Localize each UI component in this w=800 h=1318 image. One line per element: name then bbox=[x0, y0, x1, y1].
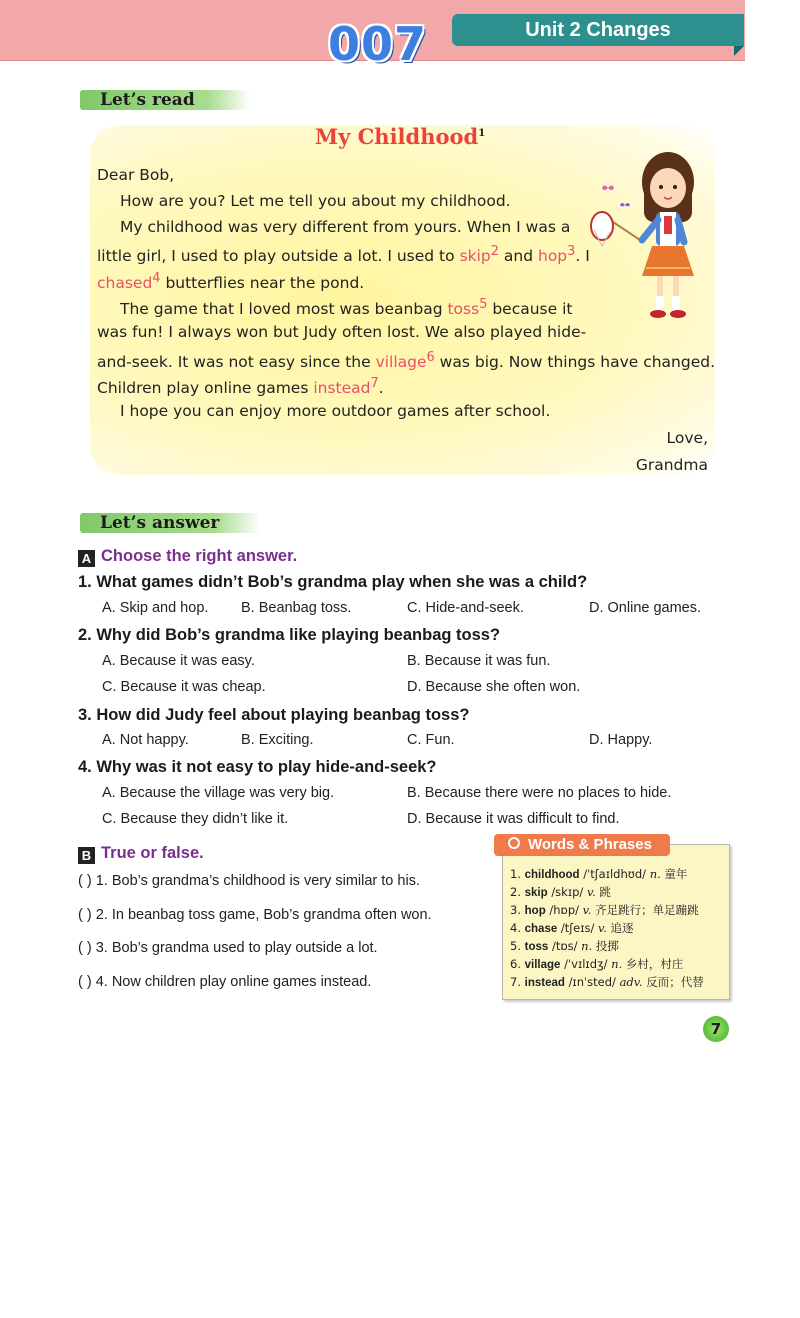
word-ipa: /hɒp/ bbox=[549, 903, 580, 917]
part-b-instruction bbox=[78, 844, 204, 864]
word-meaning: 反而；代替 bbox=[646, 975, 704, 989]
letter-line-6: was fun! I always won but Judy often lost. We also played hide- bbox=[97, 323, 587, 341]
keyword-instead: instead bbox=[313, 379, 371, 398]
letter-line-5 bbox=[120, 297, 572, 318]
question-1: 1. What games didn’t Bob’s grandma play when she was a child? bbox=[78, 573, 588, 591]
part-b-text: True or false. bbox=[101, 844, 204, 862]
word-num: 3. bbox=[510, 903, 521, 917]
letter-line-3 bbox=[97, 244, 590, 265]
girl-with-butterfly-net-illustration bbox=[580, 150, 710, 340]
letter-line-4 bbox=[97, 271, 364, 292]
true-false-item-2[interactable]: ( ) 2. In beanbag toss game, Bob’s grandma often won. bbox=[78, 907, 432, 923]
lesson-number: 007 bbox=[328, 17, 428, 71]
word-term: chase bbox=[524, 923, 558, 935]
keyword-hop: hop bbox=[538, 247, 568, 266]
q4-option-b[interactable]: B. Because there were no places to hide. bbox=[407, 785, 672, 801]
q3-option-d[interactable]: D. Happy. bbox=[589, 732, 653, 748]
word-ipa: /ˈvɪlɪdʒ/ bbox=[564, 957, 608, 971]
text-segment: . bbox=[378, 379, 384, 398]
q1-option-c[interactable]: C. Hide-and-seek. bbox=[407, 600, 524, 616]
word-term: childhood bbox=[524, 869, 580, 881]
word-term: hop bbox=[524, 905, 546, 917]
letter-line-7 bbox=[97, 350, 715, 371]
footnote-6: 6 bbox=[426, 350, 435, 365]
footnote-7: 7 bbox=[370, 376, 379, 391]
lets-answer-heading: Let’s answer bbox=[80, 513, 260, 533]
true-false-item-4[interactable]: ( ) 4. Now children play online games instead. bbox=[78, 974, 372, 990]
word-pos: v. bbox=[582, 903, 592, 917]
word-item-1 bbox=[510, 866, 687, 882]
word-pos: n. bbox=[611, 957, 623, 971]
q3-option-b[interactable]: B. Exciting. bbox=[241, 732, 314, 748]
word-item-2 bbox=[510, 884, 611, 900]
lets-read-heading: Let’s read bbox=[80, 90, 250, 110]
q3-option-c[interactable]: C. Fun. bbox=[407, 732, 455, 748]
q2-option-d[interactable]: D. Because she often won. bbox=[407, 679, 581, 695]
story-title-text: My Childhood bbox=[314, 124, 479, 149]
q4-option-c[interactable]: C. Because they didn’t like it. bbox=[102, 811, 289, 827]
footnote-2: 2 bbox=[490, 244, 499, 259]
word-num: 2. bbox=[510, 885, 521, 899]
word-meaning: 齐足跳行；单足蹦跳 bbox=[595, 903, 699, 917]
footnote-5: 5 bbox=[479, 297, 488, 312]
keyword-toss: toss bbox=[447, 300, 480, 319]
text-segment: and-seek. It was not easy since the bbox=[97, 353, 376, 372]
word-pos: v. bbox=[598, 921, 607, 935]
footnote-3: 3 bbox=[567, 244, 576, 259]
word-ipa: /tʃeɪs/ bbox=[560, 921, 595, 935]
q2-option-c[interactable]: C. Because it was cheap. bbox=[102, 679, 266, 695]
word-meaning: 童年 bbox=[664, 867, 688, 881]
keyword-skip: skip bbox=[459, 247, 491, 266]
word-ipa: /skɪp/ bbox=[551, 885, 584, 899]
word-term: skip bbox=[524, 887, 548, 899]
words-phrases-title bbox=[494, 834, 670, 856]
question-4: 4. Why was it not easy to play hide-and-seek? bbox=[78, 758, 437, 776]
q2-option-b[interactable]: B. Because it was fun. bbox=[407, 653, 551, 669]
word-meaning: 跳 bbox=[599, 885, 611, 899]
word-item-7 bbox=[510, 974, 704, 990]
true-false-item-3[interactable]: ( ) 3. Bob’s grandma used to play outside a lot. bbox=[78, 940, 378, 956]
text-segment: was big. Now things have changed. bbox=[434, 353, 716, 372]
word-term: toss bbox=[524, 941, 549, 953]
unit-tab-fold bbox=[734, 46, 744, 56]
text-segment: butterflies near the pond. bbox=[160, 274, 365, 293]
word-num: 6. bbox=[510, 957, 521, 971]
letter-signature: Grandma bbox=[635, 456, 708, 474]
word-ipa: /ˈtʃaɪldhʊd/ bbox=[583, 867, 647, 881]
q2-option-a[interactable]: A. Because it was easy. bbox=[102, 653, 255, 669]
word-num: 7. bbox=[510, 975, 521, 989]
letter-greeting: Dear Bob, bbox=[97, 166, 175, 184]
word-ipa: /tɒs/ bbox=[551, 939, 578, 953]
question-2: 2. Why did Bob’s grandma like playing beanbag toss? bbox=[78, 626, 501, 644]
story-title-footnote: 1 bbox=[478, 128, 486, 139]
question-3: 3. How did Judy feel about playing beanbag toss? bbox=[78, 706, 470, 724]
word-pos: n. bbox=[649, 867, 661, 881]
q4-option-a[interactable]: A. Because the village was very big. bbox=[102, 785, 335, 801]
word-num: 4. bbox=[510, 921, 521, 935]
text-segment: . I bbox=[575, 247, 590, 266]
q1-option-b[interactable]: B. Beanbag toss. bbox=[241, 600, 352, 616]
bullet-icon bbox=[508, 837, 520, 849]
letter-line-2: My childhood was very different from yours. When I was a bbox=[120, 218, 571, 236]
story-title bbox=[240, 124, 560, 149]
keyword-chased: chased bbox=[97, 274, 153, 293]
word-item-5 bbox=[510, 938, 619, 954]
word-num: 5. bbox=[510, 939, 521, 953]
word-item-3 bbox=[510, 902, 699, 918]
true-false-item-1[interactable]: ( ) 1. Bob’s grandma’s childhood is very similar to his. bbox=[78, 873, 420, 889]
part-a-instruction bbox=[78, 547, 297, 567]
letter-line-9: I hope you can enjoy more outdoor games after school. bbox=[120, 402, 551, 420]
word-meaning: 乡村，村庄 bbox=[625, 957, 684, 971]
word-num: 1. bbox=[510, 867, 521, 881]
q4-option-d[interactable]: D. Because it was difficult to find. bbox=[407, 811, 620, 827]
word-meaning: 追逐 bbox=[610, 921, 634, 935]
word-meaning: 投掷 bbox=[595, 939, 619, 953]
words-phrases-title-text: Words & Phrases bbox=[528, 836, 652, 853]
word-term: instead bbox=[524, 977, 565, 989]
word-pos: v. bbox=[586, 885, 596, 899]
text-segment: Children play online games bbox=[97, 379, 314, 398]
word-ipa: /ɪnˈsted/ bbox=[568, 975, 616, 989]
q3-option-a[interactable]: A. Not happy. bbox=[102, 732, 189, 748]
page-number: 7 bbox=[703, 1016, 729, 1042]
keyword-village: village bbox=[375, 353, 427, 372]
footnote-4: 4 bbox=[152, 271, 161, 286]
letter-closing: Love, bbox=[666, 429, 708, 447]
text-segment: The game that I loved most was beanbag bbox=[120, 300, 448, 319]
text-segment: and bbox=[498, 247, 538, 266]
part-b-badge: B bbox=[78, 847, 95, 864]
part-a-text: Choose the right answer. bbox=[101, 547, 298, 565]
text-segment: little girl, I used to play outside a lot. I used to bbox=[97, 247, 460, 266]
word-term: village bbox=[524, 959, 561, 971]
q1-option-a[interactable]: A. Skip and hop. bbox=[102, 600, 209, 616]
letter-line-1: How are you? Let me tell you about my childhood. bbox=[120, 192, 511, 210]
letter-line-8 bbox=[97, 376, 384, 397]
text-segment: because it bbox=[487, 300, 573, 319]
part-a-badge: A bbox=[78, 550, 95, 567]
word-item-4 bbox=[510, 920, 633, 936]
unit-title: Unit 2 Changes bbox=[452, 14, 744, 46]
q1-option-d[interactable]: D. Online games. bbox=[589, 600, 702, 616]
word-pos: adv. bbox=[619, 975, 643, 989]
word-item-6 bbox=[510, 956, 683, 972]
word-pos: n. bbox=[581, 939, 593, 953]
